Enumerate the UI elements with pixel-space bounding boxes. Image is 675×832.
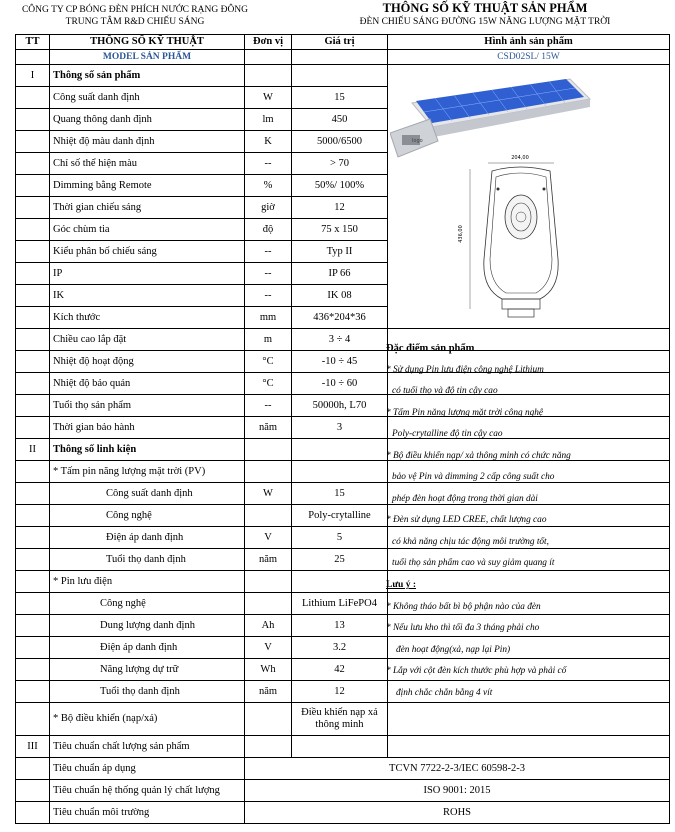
spec-value: 50%/ 100% xyxy=(292,175,388,197)
standard-row xyxy=(16,802,670,824)
pv-value: 5 xyxy=(292,527,388,549)
standard-name: Tiêu chuẩn hệ thống quản lý chất lượng xyxy=(50,780,245,802)
standard-row xyxy=(16,758,670,780)
spec-value: IK 08 xyxy=(292,285,388,307)
spec-name: IK xyxy=(50,285,245,307)
spec-unit: K xyxy=(245,131,292,153)
spec-name: IP xyxy=(50,263,245,285)
technical-drawing xyxy=(458,155,558,317)
pv-unit: năm xyxy=(245,549,292,571)
pv-unit xyxy=(245,505,292,527)
spec-unit: °C xyxy=(245,373,292,395)
section1-title: Thông số sản phẩm xyxy=(50,65,245,87)
feature-line: bảo vệ Pin và dimming 2 cấp công suất cho xyxy=(392,472,555,483)
col-spec: THÔNG SỐ KỸ THUẬT xyxy=(50,35,245,50)
spec-name: Thời gian bảo hành xyxy=(50,417,245,439)
spec-value: 450 xyxy=(292,109,388,131)
note-line: đèn hoạt động(xả, nạp lại Pin) xyxy=(396,644,511,655)
spec-unit: % xyxy=(245,175,292,197)
spec-value: 5000/6500 xyxy=(292,131,388,153)
spec-value: 50000h, L70 xyxy=(292,395,388,417)
spec-unit: m xyxy=(245,329,292,351)
spec-unit: lm xyxy=(245,109,292,131)
spec-value: -10 ÷ 60 xyxy=(292,373,388,395)
model-row xyxy=(16,50,670,65)
feature-line: * Bộ điều khiển nạp/ xả thông minh có chức năng xyxy=(386,450,571,461)
spec-unit: độ xyxy=(245,219,292,241)
standard-name: Tiêu chuẩn áp dụng xyxy=(50,758,245,780)
battery-unit: V xyxy=(245,637,292,659)
spec-value: 15 xyxy=(292,87,388,109)
feature-line: tuổi thọ sản phẩm cao và suy giảm quang ít xyxy=(392,558,555,569)
features-notes-block xyxy=(386,338,591,704)
spec-unit: mm xyxy=(245,307,292,329)
spec-value: 12 xyxy=(292,197,388,219)
spec-unit: -- xyxy=(245,263,292,285)
standard-value: ISO 9001: 2015 xyxy=(245,780,670,802)
spec-name: Chiều cao lắp đặt xyxy=(50,329,245,351)
battery-unit xyxy=(245,593,292,615)
spec-value: Typ II xyxy=(292,241,388,263)
battery-name: Tuổi thọ danh định xyxy=(50,681,245,703)
standard-name: Tiêu chuẩn môi trường xyxy=(50,802,245,824)
svg-text:logo: logo xyxy=(412,138,423,144)
controller-value: Điều khiển nạp xả thông minh xyxy=(292,703,388,736)
drawing-height: 436,00 xyxy=(458,225,464,243)
document-subtitle: ĐÈN CHIẾU SÁNG ĐƯỜNG 15W NĂNG LƯỢNG MẶT TRỜI xyxy=(359,17,611,27)
feature-line: có khả năng chịu tác động môi trường tốt, xyxy=(392,536,549,547)
col-image: Hình ảnh sản phẩm xyxy=(388,35,670,50)
battery-value: 12 xyxy=(292,681,388,703)
battery-value: 13 xyxy=(292,615,388,637)
spec-value: 3 xyxy=(292,417,388,439)
battery-unit: năm xyxy=(245,681,292,703)
spec-name: Nhiệt độ bảo quản xyxy=(50,373,245,395)
controller-row xyxy=(16,703,670,736)
note-line: * Không tháo bất bì bộ phận nào của đèn xyxy=(386,601,541,612)
battery-value: Lithium LiFePO4 xyxy=(292,593,388,615)
spec-value: 75 x 150 xyxy=(292,219,388,241)
spec-value: > 70 xyxy=(292,153,388,175)
model-value: CSD02SL/ 15W xyxy=(388,50,670,65)
pv-name: Công suất danh định xyxy=(50,483,245,505)
pv-value: 15 xyxy=(292,483,388,505)
company-department: TRUNG TÂM R&D CHIẾU SÁNG xyxy=(65,17,205,27)
col-value: Giá trị xyxy=(292,35,388,50)
spec-value: -10 ÷ 45 xyxy=(292,351,388,373)
spec-value: IP 66 xyxy=(292,263,388,285)
section3-num: III xyxy=(16,736,50,758)
feature-line: * Đèn sử dụng LED CREE, chất lượng cao xyxy=(386,515,547,526)
controller-name: * Bộ điều khiển (nạp/xả) xyxy=(50,703,245,736)
spec-unit: -- xyxy=(245,395,292,417)
company-block xyxy=(10,4,260,28)
battery-name: Điện áp danh định xyxy=(50,637,245,659)
spec-name: Chỉ số thể hiện màu xyxy=(50,153,245,175)
pv-name: Điện áp danh định xyxy=(50,527,245,549)
spec-name: Công suất danh định xyxy=(50,87,245,109)
pv-name: Công nghệ xyxy=(50,505,245,527)
spec-unit: năm xyxy=(245,417,292,439)
section3-title: Tiêu chuẩn chất lượng sản phẩm xyxy=(50,736,245,758)
feature-line: phép đèn hoạt động trong thời gian dài xyxy=(392,493,538,504)
standard-row xyxy=(16,780,670,802)
pv-value: Poly-crytalline xyxy=(292,505,388,527)
battery-unit: Wh xyxy=(245,659,292,681)
drawing-width: 204,00 xyxy=(511,155,529,161)
spec-name: Dimming bằng Remote xyxy=(50,175,245,197)
spec-unit: -- xyxy=(245,153,292,175)
right-cell xyxy=(388,703,670,736)
spec-unit: -- xyxy=(245,285,292,307)
spec-unit: W xyxy=(245,87,292,109)
spec-name: Kích thước xyxy=(50,307,245,329)
note-line: * Nếu lưu kho thì tối đa 3 tháng phải cho xyxy=(386,623,540,634)
section3-header xyxy=(16,736,670,758)
company-name: CÔNG TY CP BÓNG ĐÈN PHÍCH NƯỚC RẠNG ĐÔNG xyxy=(21,5,249,15)
section1-header xyxy=(16,65,670,87)
spec-name: Tuổi thọ sản phẩm xyxy=(50,395,245,417)
spec-name: Quang thông danh định xyxy=(50,109,245,131)
product-image xyxy=(390,71,598,321)
document-title: THÔNG SỐ KỸ THUẬT SẢN PHẨM xyxy=(382,1,588,15)
col-tt: TT xyxy=(16,35,50,50)
spec-name: Nhiệt độ hoạt động xyxy=(50,351,245,373)
pv-unit: V xyxy=(245,527,292,549)
spec-unit: giờ xyxy=(245,197,292,219)
standard-value: ROHS xyxy=(245,802,670,824)
col-unit: Đơn vị xyxy=(245,35,292,50)
battery-unit: Ah xyxy=(245,615,292,637)
note-title: Lưu ý : xyxy=(386,580,416,591)
title-block xyxy=(300,1,670,28)
feature-line: * Tấm Pin năng lượng mặt trời công nghệ xyxy=(386,407,544,418)
column-header-row xyxy=(16,35,670,50)
pv-title: * Tấm pin năng lượng mặt trời (PV) xyxy=(50,461,245,483)
battery-name: Năng lượng dự trữ xyxy=(50,659,245,681)
document-header xyxy=(0,0,675,34)
note-line: định chắc chắn bằng 4 vít xyxy=(396,687,493,698)
spec-unit: -- xyxy=(245,241,292,263)
note-line: * Lắp với cột đèn kích thước phù hợp và phải cố xyxy=(386,666,567,677)
pv-name: Tuổi thọ danh định xyxy=(50,549,245,571)
feature-line: Poly-crytalline độ tin cậy cao xyxy=(392,429,503,440)
lamp-photo xyxy=(390,79,590,157)
product-image-cell xyxy=(388,65,670,329)
section2-num: II xyxy=(16,439,50,461)
spec-name: Thời gian chiếu sáng xyxy=(50,197,245,219)
spec-name: Kiểu phân bố chiếu sáng xyxy=(50,241,245,263)
spec-name: Nhiệt độ màu danh định xyxy=(50,131,245,153)
battery-title: * Pin lưu điện xyxy=(50,571,245,593)
standard-value: TCVN 7722-2-3/IEC 60598-2-3 xyxy=(245,758,670,780)
spec-name: Góc chùm tia xyxy=(50,219,245,241)
spec-value: 436*204*36 xyxy=(292,307,388,329)
features-title: Đặc điểm sản phẩm xyxy=(386,343,475,354)
battery-name: Dung lượng danh định xyxy=(50,615,245,637)
feature-line: có tuổi thọ và độ tin cậy cao xyxy=(392,386,498,397)
pv-unit: W xyxy=(245,483,292,505)
battery-value: 42 xyxy=(292,659,388,681)
battery-value: 3.2 xyxy=(292,637,388,659)
section1-num: I xyxy=(16,65,50,87)
battery-name: Công nghệ xyxy=(50,593,245,615)
model-label: MODEL SẢN PHẨM xyxy=(50,50,245,65)
feature-line: * Sử dụng Pin lưu điện công nghệ Lithium xyxy=(386,364,544,375)
pv-value: 25 xyxy=(292,549,388,571)
section2-title: Thông số linh kiện xyxy=(50,439,245,461)
spec-value: 3 ÷ 4 xyxy=(292,329,388,351)
spec-unit: °C xyxy=(245,351,292,373)
